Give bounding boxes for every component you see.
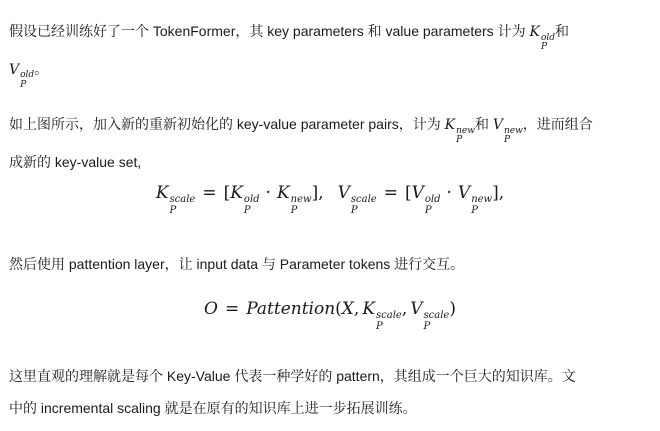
math-sub-P: P [503,135,511,146]
math-K-P-new [444,116,475,146]
math-sub-P: P [243,204,251,216]
p1-text: 假设已经训练好了一个 TokenFormer，其 key parameters 和 value parameters 计为 [9,23,530,39]
math-sup-new: new [471,194,493,206]
math-var-K: K [276,183,290,203]
math-scripts [376,311,402,332]
math-K-P-old [529,23,555,53]
math-K-P-scale [362,299,402,332]
math-sub-P: P [376,320,383,332]
comma: , [318,183,324,203]
equals-sign: = [383,183,398,203]
math-scripts [424,311,450,332]
math-var-K: K [362,299,376,319]
math-sub-P: P [471,204,478,216]
paragraph-3 [9,248,654,280]
math-V-P-scale [337,183,377,216]
comma: , [353,299,360,319]
p4-line1-text: 这里直观的理解就是每个 Key-Value 代表一种学好的 pattern，其组成一个巨大的知识库。文 [9,368,576,384]
math-V-P-old [9,61,35,90]
math-scripts [456,127,475,146]
p3-text: 然后使用 pattention layer，让 input data 与 Parameter tokens 进行交互。 [9,256,465,272]
equals-sign: = [224,299,240,319]
math-scripts [170,195,196,216]
p2-text: 如上图所示，加入新的重新初始化的 key-value parameter pairs，计为 [9,116,445,132]
math-sup-old: old [243,194,260,206]
math-sub-P: P [540,42,547,53]
math-K-P-scale [155,183,196,216]
p4-line-1 [9,360,654,392]
math-sup-scale: scale [169,194,196,206]
math-sup-scale: scale [423,310,450,322]
comma: , [401,299,408,319]
left-bracket: [ [404,183,412,203]
right-bracket: ] [492,183,499,203]
math-sup-scale: scale [376,310,402,322]
p1-line-2 [9,53,654,91]
math-var-V: V [492,117,503,133]
right-paren: ) [449,299,456,319]
math-var-O: O [204,299,218,319]
cdot-operator: · [265,183,271,203]
paragraph-2 [9,108,654,178]
math-sup-old: old [20,70,35,81]
math-sub-P: P [350,204,358,216]
math-var-K: K [155,183,169,203]
math-sub-P: P [290,204,298,216]
math-sub-P: P [423,320,431,332]
left-paren: ( [335,299,342,319]
p2-line-1 [9,108,654,146]
math-scripts [471,195,492,216]
math-scripts [425,195,441,216]
math-V-P-old [411,183,441,216]
math-K-P-new [276,183,312,216]
p1-tail: 和 [555,23,569,39]
p1-period: 。 [34,60,49,77]
comma: , [498,183,505,203]
math-func-pattention: Pattention [246,299,336,319]
math-scripts [351,195,377,216]
p4-line-2 [9,392,654,424]
math-var-V: V [9,61,20,78]
paragraph-4 [9,360,654,424]
p2-mid: 和 [474,116,493,132]
math-var-V: V [337,183,350,203]
math-sup-new: new [290,194,312,206]
formula-pattention [0,299,660,332]
math-var-K: K [230,183,243,203]
p3-line-1 [9,248,654,280]
math-scripts [244,195,260,216]
math-sub-P: P [424,204,432,216]
math-sup-old: old [424,194,441,206]
math-scripts [504,127,523,146]
math-var-K: K [444,117,456,133]
p4-line2-text: 中的 incremental scaling 就是在原有的知识库上进一步拓展训练。 [9,400,417,416]
equals-sign: = [202,183,217,203]
math-var-V: V [411,183,424,203]
math-sub-P: P [20,79,27,90]
right-bracket: ] [311,183,319,203]
paragraph-1 [9,15,654,90]
math-K-P-old [230,183,260,216]
math-sub-P: P [169,204,177,216]
math-var-X: X [341,299,354,319]
math-V-P-new [457,183,493,216]
p2-line-2 [9,146,654,178]
math-sup-new: new [503,125,523,136]
math-sup-scale: scale [350,194,377,206]
math-var-V: V [457,183,471,203]
p1-line-1 [9,15,654,53]
math-scripts [20,71,34,90]
p2-tail: ，进而组合 [522,116,593,132]
math-V-P-scale [410,299,450,332]
formula-scale-concat [0,183,660,216]
cdot-operator: · [446,183,452,203]
p2-line2-text: 成新的 key-value set, [9,153,142,170]
left-bracket: [ [223,183,231,203]
math-V-P-new [492,116,523,146]
math-var-V: V [410,299,423,319]
math-scripts [291,195,312,216]
math-scripts [541,34,555,53]
math-sup-new: new [456,125,475,136]
math-sub-P: P [456,135,463,146]
math-var-K: K [529,24,540,40]
math-sup-old: old [540,32,555,43]
